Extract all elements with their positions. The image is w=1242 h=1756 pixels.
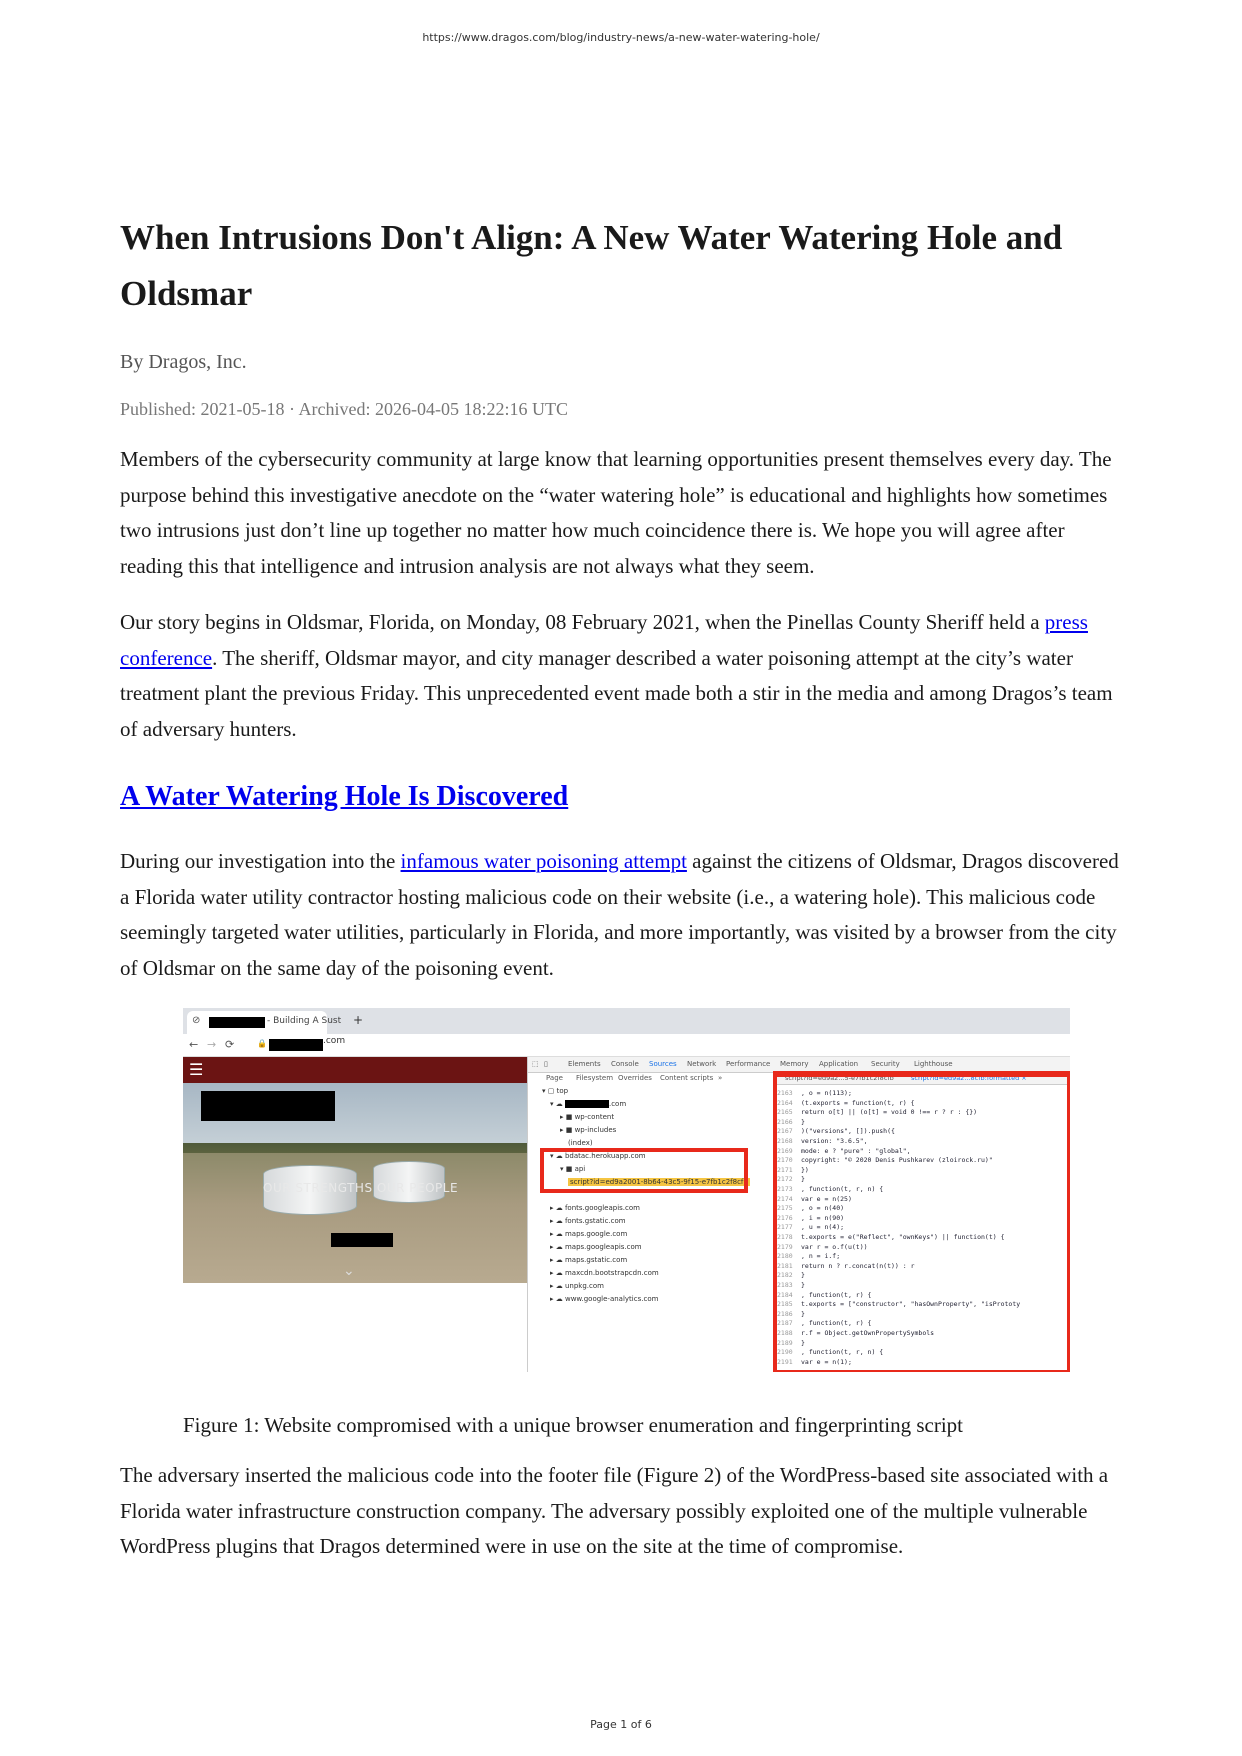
press-conference-link[interactable]: press conference — [120, 610, 1088, 670]
code-line-text: } — [801, 1338, 805, 1347]
menu-icon: ☰ — [189, 1060, 204, 1079]
tree-item[interactable]: ▸ ☁ fonts.googleapis.com — [550, 1204, 640, 1212]
code-line-text: copyright: "© 2020 Denis Pushkarev (zloirock.ru)" — [801, 1156, 993, 1165]
browser-tab-bar — [183, 1008, 1070, 1034]
code-line-text: } — [801, 1271, 805, 1280]
tree-item[interactable]: ▸ ■ wp-includes — [560, 1126, 617, 1134]
code-line-text: t.exports = ["constructor", "hasOwnProperty", "isPrototy — [801, 1300, 1021, 1309]
devtools-tab[interactable]: Security — [871, 1060, 900, 1068]
code-line-number: 2188 — [777, 1329, 793, 1337]
code-line-number: 2182 — [777, 1271, 793, 1280]
compromised-website-preview — [183, 1057, 527, 1283]
code-line-text: )("versions", []).push({ — [801, 1127, 895, 1136]
code-line-number: 2163 — [777, 1089, 793, 1097]
sources-subtab[interactable]: Page — [546, 1074, 563, 1082]
code-line-number: 2173 — [777, 1185, 793, 1193]
code-line-text: var r = o.f(u(t)) — [801, 1242, 868, 1251]
code-line-number: 2191 — [777, 1357, 793, 1366]
code-line-number: 2179 — [777, 1242, 793, 1251]
code-line-text: }) — [801, 1165, 809, 1174]
tree-item[interactable]: ▸ ☁ maps.gstatic.com — [550, 1256, 628, 1264]
device-toolbar-icon: ▯ — [544, 1060, 548, 1068]
redaction-box — [331, 1233, 393, 1247]
new-tab-icon: + — [353, 1013, 364, 1027]
redaction-box — [269, 1039, 323, 1051]
code-line-number: 2164 — [777, 1098, 793, 1107]
devtools-tab[interactable]: Lighthouse — [914, 1060, 953, 1068]
code-line-number: 2165 — [777, 1108, 793, 1117]
back-arrow-icon: ← — [189, 1038, 199, 1051]
devtools-tab[interactable]: Memory — [780, 1060, 809, 1068]
code-line-number: 2185 — [777, 1300, 793, 1309]
browser-tab — [187, 1011, 342, 1034]
tree-item[interactable]: (index) — [568, 1139, 593, 1147]
site-header-bar — [183, 1057, 527, 1083]
code-line-text: mode: e ? "pure" : "global", — [801, 1146, 911, 1155]
sources-subtab[interactable]: Filesystem — [576, 1074, 614, 1082]
poisoning-attempt-link[interactable]: infamous water poisoning attempt — [400, 849, 687, 873]
figure-1-screenshot — [183, 1008, 1070, 1372]
code-line-text: } — [801, 1309, 805, 1318]
paragraph-investigation-text-2: against the citizens of Oldsmar, Dragos discovered a Florida water utility contractor hosting malicious code on their website (i.e., a watering hole). This malicious code seemingly targeted water utilities, particularly in Florida, and more importantly, was visited by a browser from the city of Oldsmar on the same day of the poisoning event. — [120, 849, 1119, 980]
devtools-tab[interactable]: Network — [687, 1060, 717, 1068]
devtools-panel — [527, 1057, 1070, 1372]
code-line-text: var e = n(25) — [801, 1194, 852, 1203]
code-line-text: return o[t] || (o[t] = void 0 !== r ? r : {}) — [801, 1108, 978, 1117]
scroll-chevron-icon: ⌄ — [343, 1263, 355, 1279]
tree-item[interactable]: ▸ ☁ maps.googleapis.com — [550, 1243, 642, 1251]
tree-item[interactable]: ▸ ☁ maps.google.com — [550, 1230, 628, 1238]
address-bar-url: .com — [323, 1036, 346, 1046]
code-line-number: 2175 — [777, 1204, 793, 1213]
article-byline: By Dragos, Inc. — [120, 351, 247, 373]
redaction-box — [201, 1091, 335, 1121]
tree-item[interactable]: ▸ ☁ maxcdn.bootstrapcdn.com — [550, 1269, 659, 1277]
code-line-text: , i = n(90) — [801, 1213, 845, 1222]
code-line-number: 2187 — [777, 1319, 793, 1328]
devtools-tab[interactable]: Elements — [568, 1060, 601, 1068]
tree-item[interactable]: ▾ ▢ top — [542, 1087, 569, 1095]
tree-item[interactable]: ▸ ☁ unpkg.com — [550, 1282, 604, 1290]
code-line-text: version: "3.6.5", — [801, 1137, 868, 1145]
page-number: Page 1 of 6 — [590, 1718, 652, 1731]
code-line-number: 2181 — [777, 1261, 793, 1270]
paragraph-investigation-text-1: During our investigation into the — [120, 849, 401, 873]
code-line-number: 2189 — [777, 1338, 793, 1347]
code-line-text: var e = n(1); — [801, 1357, 852, 1366]
browser-address-bar — [183, 1034, 1070, 1057]
reload-icon: ⟳ — [225, 1038, 235, 1051]
paragraph-investigation — [120, 844, 1130, 986]
code-line-number: 2184 — [777, 1290, 793, 1299]
site-overlay-text: OUR STRENGTHS OUR PEOPLE — [263, 1181, 459, 1195]
code-line-text: } — [801, 1117, 805, 1126]
code-line-text: , function(t, r) { — [801, 1319, 872, 1328]
code-line-text: (t.exports = function(t, r) { — [801, 1098, 915, 1107]
inspect-icon: ⬚ — [532, 1060, 539, 1068]
code-line-text: , n = i.f; — [801, 1252, 841, 1261]
forward-arrow-icon: → — [207, 1038, 217, 1051]
code-editor — [773, 1071, 1070, 1372]
article-meta: Published: 2021-05-18 · Archived: 2026-04-05 18:22:16 UTC — [120, 399, 568, 419]
sources-subtab[interactable]: » — [718, 1074, 723, 1082]
code-line-number: 2166 — [777, 1117, 793, 1126]
code-line-number: 2167 — [777, 1127, 793, 1136]
devtools-tab[interactable]: Console — [611, 1060, 639, 1068]
figure-1 — [183, 1008, 1070, 1372]
paragraph-story — [120, 605, 1130, 747]
code-line-number: 2190 — [777, 1348, 793, 1357]
paragraph-story-text-1: Our story begins in Oldsmar, Florida, on Monday, 08 February 2021, when the Pinellas County Sheriff held a — [120, 610, 1045, 634]
devtools-tab-active[interactable]: Sources — [649, 1060, 677, 1068]
paragraph-story-text-2: . The sheriff, Oldsmar mayor, and city manager described a water poisoning attempt at the city’s water treatment plant the previous Friday. This unprecedented event made both a stir in the media and among Dragos’s team of adversary hunters. — [120, 645, 1113, 741]
tree-item[interactable]: ▸ ☁ www.google-analytics.com — [550, 1295, 659, 1303]
favicon-icon: ⊘ — [192, 1015, 201, 1026]
code-line-number: 2174 — [777, 1194, 793, 1203]
highlight-box — [773, 1071, 1070, 1372]
code-line-number: 2178 — [777, 1233, 793, 1241]
devtools-tab[interactable]: Performance — [726, 1060, 771, 1068]
code-line-number: 2176 — [777, 1213, 793, 1222]
editor-tab-active[interactable]: script?id=ed9a2...8cfb:formatted × — [911, 1074, 1027, 1082]
code-line-number: 2169 — [777, 1146, 793, 1155]
sources-subtab[interactable]: Overrides — [618, 1074, 652, 1082]
tree-item[interactable]: ▾ ■ api — [560, 1165, 586, 1173]
code-line-number: 2171 — [777, 1165, 793, 1174]
devtools-tab[interactable]: Application — [819, 1060, 859, 1068]
code-line-number: 2180 — [777, 1252, 793, 1261]
code-line-number: 2183 — [777, 1281, 793, 1289]
sources-subtabs — [528, 1073, 768, 1085]
code-line-text: } — [801, 1175, 805, 1184]
code-line-text: , function(t, r, n) { — [801, 1185, 884, 1193]
code-line-text: , u = n(4); — [801, 1223, 845, 1232]
article-title: When Intrusions Don't Align: A New Water Watering Hole and Oldsmar — [120, 218, 1063, 313]
code-line-text: , o = n(40) — [801, 1204, 845, 1213]
file-tree — [528, 1087, 768, 1372]
page-url-header: https://www.dragos.com/blog/industry-news/a-new-water-watering-hole/ — [422, 31, 820, 44]
code-line-number: 2172 — [777, 1175, 793, 1184]
section-heading — [120, 778, 1130, 816]
lock-icon: 🔒 — [257, 1039, 267, 1048]
code-line-number: 2170 — [777, 1156, 793, 1165]
paragraph-adversary: The adversary inserted the malicious code into the footer file (Figure 2) of the WordPress-based site associated with a Florida water infrastructure construction company. The adversary possibly exploited one of the multiple vulnerable WordPress plugins that Dragos determined were in use on the site at the time of compromise. — [120, 1463, 1109, 1558]
sources-subtab[interactable]: Content scripts — [660, 1074, 714, 1082]
article — [120, 210, 1130, 1565]
code-line-number: 2168 — [777, 1137, 793, 1145]
code-line-text: , function(t, r, n) { — [801, 1348, 884, 1357]
code-line-text: return n ? r.concat(n(t)) : r — [801, 1261, 915, 1270]
editor-tab[interactable]: script?id=ed9a2...5-e7fb1c2f8cfb — [785, 1074, 894, 1082]
code-line-number: 2177 — [777, 1223, 793, 1232]
redaction-box — [209, 1017, 265, 1028]
paragraph-intro: Members of the cybersecurity community at large know that learning opportunities present themselves every day. The purpose behind this investigative anecdote on the “water watering hole” is educational and highlights how sometimes two intrusions just don’t line up together no matter how much coincidence there is. We hope you will agree after reading this that intelligence and intrusion analysis are not always what they seem. — [120, 447, 1112, 578]
browser-tab-title: - Building A Sust — [267, 1016, 342, 1026]
tree-item[interactable]: ▸ ■ wp-content — [560, 1113, 615, 1121]
tree-item[interactable]: ▸ ☁ fonts.gstatic.com — [550, 1217, 626, 1225]
code-line-text: , function(t, r) { — [801, 1290, 872, 1299]
highlight-box — [540, 1148, 748, 1193]
code-line-text: t.exports = e("Reflect", "ownKeys") || function(t) { — [801, 1233, 1005, 1241]
code-line-text: , o = n(113); — [801, 1089, 852, 1097]
code-line-number: 2186 — [777, 1309, 793, 1318]
section-heading-link[interactable]: A Water Watering Hole Is Discovered — [120, 781, 569, 812]
figure-1-caption: Figure 1: Website compromised with a unique browser enumeration and fingerprinting script — [183, 1413, 963, 1437]
code-line-text: r.f = Object.getOwnPropertySymbols — [801, 1329, 935, 1337]
tree-item-selected[interactable]: script?id=ed9a2001-8b64-43c5-9f15-e7fb1c2f8cfb — [570, 1178, 748, 1186]
code-line-text: } — [801, 1281, 805, 1289]
tree-item[interactable]: ▾ ☁ .com — [550, 1100, 627, 1108]
tree-item[interactable]: ▾ ☁ bdatac.herokuapp.com — [550, 1152, 646, 1160]
